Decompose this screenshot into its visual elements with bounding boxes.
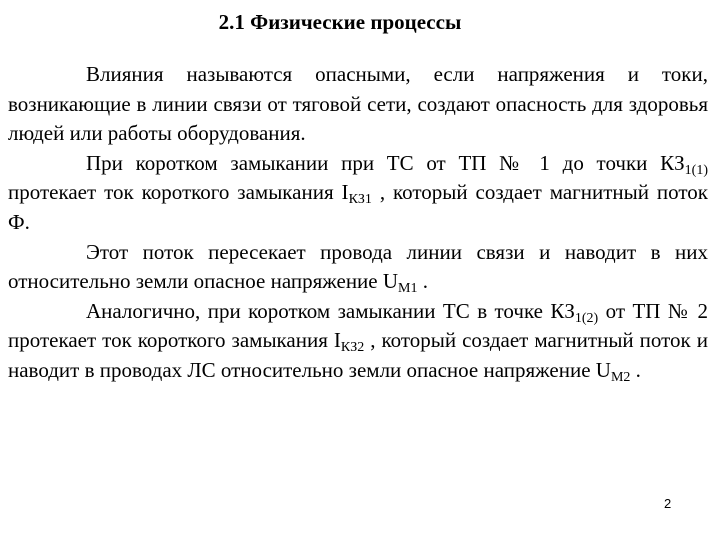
subscript: 1(2) <box>574 310 599 326</box>
slide-title: 2.1 Физические процессы <box>218 10 462 34</box>
subscript: 1(1) <box>684 162 708 178</box>
paragraph-short-circuit-1 <box>8 149 708 238</box>
page-number: 2 <box>664 496 672 511</box>
subscript: КЗ2 <box>340 340 365 356</box>
paragraph-text: . <box>417 269 428 294</box>
paragraph-text: , который создает магнитный поток Ф. <box>8 180 708 234</box>
paragraph-text: . <box>630 357 641 382</box>
paragraph-text: , который создает магнитный поток и наводит в проводах ЛС относительно земли опасное напряжение U <box>8 328 708 382</box>
paragraph-text: Этот поток пересекает провода линии связи и наводит в них относительно земли опасное напряжение U <box>8 239 708 294</box>
paragraph-text: протекает ток короткого замыкания I <box>8 180 349 205</box>
paragraph-text: от ТП № 2 протекает ток короткого замыкания I <box>8 298 708 353</box>
body-text <box>8 60 708 386</box>
subscript: М2 <box>610 369 631 385</box>
paragraph-danger-definition <box>8 60 708 149</box>
paragraph-text: Влияния называются опасными, если напряжения и токи, возникающие в линии связи от тяговой сети, создают опасность для здоровья людей или работы оборудования. <box>8 62 708 146</box>
paragraph-text: При коротком замыкании при ТС от ТП № 1 до точки КЗ <box>86 150 685 175</box>
paragraph-text: Аналогично, при коротком замыкании ТС в точке КЗ <box>86 298 575 323</box>
subscript: КЗ1 <box>348 192 372 208</box>
paragraph-short-circuit-2 <box>8 297 708 386</box>
subscript: М1 <box>398 281 418 297</box>
paragraph-induced-voltage-1 <box>8 238 708 297</box>
